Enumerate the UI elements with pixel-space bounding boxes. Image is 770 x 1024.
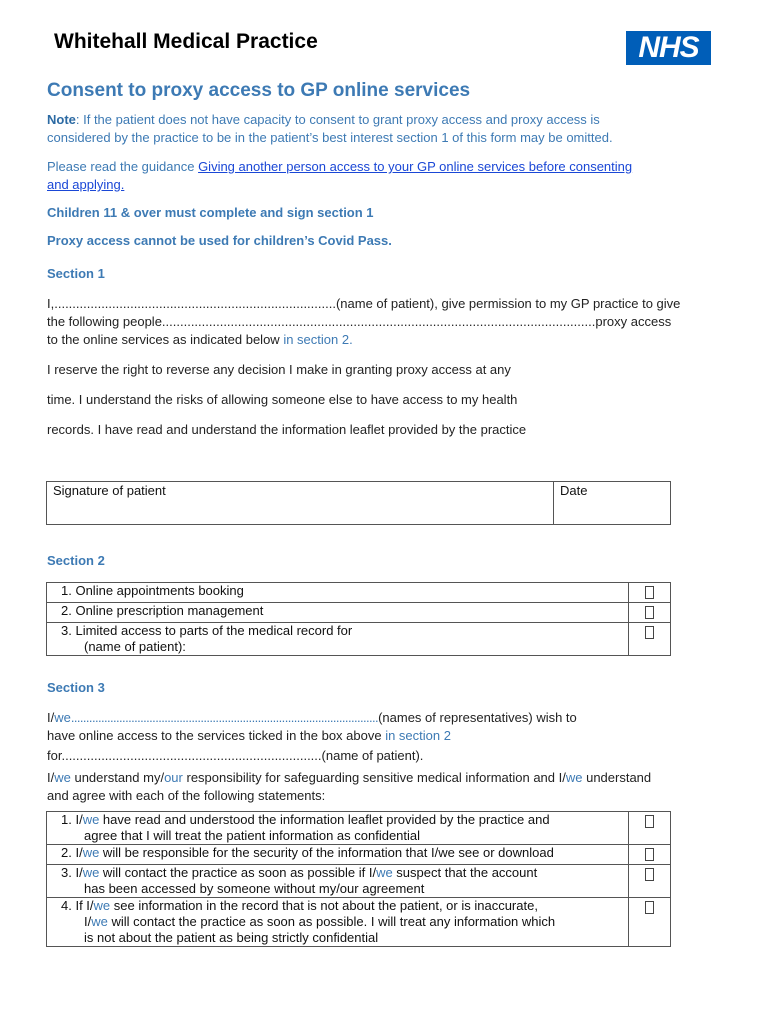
statement-we: we xyxy=(91,914,108,929)
service-label: Online appointments booking xyxy=(75,583,244,598)
statement-checkbox[interactable] xyxy=(629,812,671,845)
statement-text: see information in the record that is not about the patient, or is inaccurate, xyxy=(110,898,538,913)
statements-table xyxy=(46,811,671,947)
service-row xyxy=(47,623,671,656)
representatives-blank[interactable]: ...................................................................................................... xyxy=(70,710,379,725)
checkbox-icon xyxy=(645,848,654,861)
resp-we: we xyxy=(54,770,71,785)
service-label: Online prescription management xyxy=(75,603,264,618)
service-number: 2. xyxy=(61,603,72,618)
statement-cell xyxy=(47,812,629,845)
nhs-logo: NHS xyxy=(626,31,711,65)
statement-we: we xyxy=(376,865,393,880)
resp-text: understand my/ xyxy=(70,770,165,785)
service-number: 1. xyxy=(61,583,72,598)
reserve-line3: records. I have read and understand the information leaflet provided by the practice xyxy=(47,422,527,437)
statement-cell xyxy=(47,865,629,898)
statement-we: we xyxy=(93,898,111,913)
guidance-paragraph xyxy=(47,158,737,194)
statement-text-cont: will contact the practice as soon as possible. I will treat any information which xyxy=(107,914,556,929)
form-title: Consent to proxy access to GP online services xyxy=(47,80,471,101)
note-paragraph xyxy=(47,111,727,147)
signature-label: Signature of patient xyxy=(53,483,166,498)
resp-line2: and agree with each of the following statements: xyxy=(47,788,326,803)
checkbox-icon xyxy=(645,901,654,914)
service-checkbox[interactable] xyxy=(629,603,671,623)
service-label: Limited access to parts of the medical record for xyxy=(75,623,353,638)
checkbox-icon xyxy=(645,606,654,619)
statement-text: will be responsible for the security of the information that I/we see or download xyxy=(99,845,554,860)
patient-name-blank[interactable]: .............................................................................. xyxy=(54,296,336,311)
section1-heading: Section 1 xyxy=(47,266,105,281)
patient-name-line xyxy=(47,747,423,765)
signature-table xyxy=(46,481,671,525)
resp-text: understand xyxy=(582,770,652,785)
statement-text: will contact the practice as soon as possible if I/ xyxy=(99,865,377,880)
s1-line1-start: I, xyxy=(47,296,55,311)
service-cell xyxy=(47,623,629,656)
service-number: 3. xyxy=(61,623,72,638)
practice-name: Whitehall Medical Practice xyxy=(54,30,318,53)
service-cell xyxy=(47,603,629,623)
s3-line1-end: (names of representatives) wish to xyxy=(378,710,577,725)
resp-our: our xyxy=(164,770,183,785)
statement-row xyxy=(47,845,671,865)
statement-checkbox[interactable] xyxy=(629,865,671,898)
service-checkbox[interactable] xyxy=(629,623,671,656)
resp-text: responsibility for safeguarding sensitive medical information and I/ xyxy=(182,770,566,785)
s3-we: we xyxy=(54,710,71,725)
service-row xyxy=(47,583,671,603)
resp-we: we xyxy=(565,770,583,785)
date-field[interactable] xyxy=(554,482,671,525)
guidance-link-line2: and applying. xyxy=(47,177,125,192)
guidance-prefix: Please read the guidance xyxy=(47,159,199,174)
reserve-line2: time. I understand the risks of allowing someone else to have access to my health xyxy=(47,392,518,407)
note-text-line1: : If the patient does not have capacity to consent to grant proxy access and proxy access is xyxy=(75,112,600,127)
statement-text: 3. I/ xyxy=(61,865,83,880)
statement-checkbox[interactable] xyxy=(629,845,671,865)
responsibility-paragraph xyxy=(47,769,747,805)
s1-line2-end: proxy access xyxy=(595,314,672,329)
s3-line1-start: I/ xyxy=(47,710,55,725)
reserve-line1: I reserve the right to reverse any decision I make in granting proxy access at any xyxy=(47,362,511,377)
section2-heading: Section 2 xyxy=(47,553,105,568)
statement-text-cont: has been accessed by someone without my/our agreement xyxy=(84,881,425,896)
note-label: Note xyxy=(47,112,76,127)
signature-field[interactable] xyxy=(47,482,554,525)
section1-consent-paragraph xyxy=(47,295,747,349)
statement-text: 1. I/ xyxy=(61,812,83,827)
service-row xyxy=(47,603,671,623)
statement-row xyxy=(47,812,671,845)
proxy-people-blank[interactable]: ........................................................................................................................ xyxy=(161,314,596,329)
s1-line1-end: (name of patient), give permission to my GP practice to give xyxy=(335,296,681,311)
guidance-link-line1: Giving another person access to your GP online services before consenting xyxy=(198,159,633,174)
services-table xyxy=(46,582,671,656)
service-label-cont: (name of patient): xyxy=(84,639,186,654)
statement-we: we xyxy=(82,865,100,880)
statement-text: 2. I/ xyxy=(61,845,83,860)
statement-we: we xyxy=(82,812,100,827)
statement-text: 4. If I/ xyxy=(61,898,94,913)
statement-text-cont: I/ xyxy=(84,914,92,929)
statement-text-cont: agree that I will treat the patient information as confidential xyxy=(84,828,421,843)
covid-notice: Proxy access cannot be used for children’s Covid Pass. xyxy=(47,233,392,248)
s1-line2-start: the following people xyxy=(47,314,162,329)
section3-representatives-paragraph xyxy=(47,709,747,745)
children-notice: Children 11 & over must complete and sign section 1 xyxy=(47,205,374,220)
s3-section2-ref: in section 2 xyxy=(385,728,451,743)
s3-patient-name-blank[interactable]: ........................................................................ xyxy=(61,748,322,763)
statement-cell xyxy=(47,898,629,947)
s1-section2-ref: in section 2. xyxy=(283,332,353,347)
date-label: Date xyxy=(560,483,588,498)
s3-line3-end: (name of patient). xyxy=(321,748,424,763)
checkbox-icon xyxy=(645,815,654,828)
checkbox-icon xyxy=(645,586,654,599)
statement-row xyxy=(47,898,671,947)
resp-text: I/ xyxy=(47,770,55,785)
s3-line3-start: for xyxy=(47,748,62,763)
statement-checkbox[interactable] xyxy=(629,898,671,947)
section3-heading: Section 3 xyxy=(47,680,105,695)
note-text-line2: considered by the practice to be in the patient’s best interest section 1 of this form may be omitted. xyxy=(47,130,613,145)
statement-text: have read and understood the information leaflet provided by the practice and xyxy=(99,812,550,827)
s1-line3-start: to the online services as indicated below xyxy=(47,332,284,347)
statement-row xyxy=(47,865,671,898)
service-checkbox[interactable] xyxy=(629,583,671,603)
statement-text-cont: is not about the patient as being strictly confidential xyxy=(84,930,379,945)
checkbox-icon xyxy=(645,626,654,639)
statement-we: we xyxy=(82,845,100,860)
statement-cell xyxy=(47,845,629,865)
checkbox-icon xyxy=(645,868,654,881)
s3-line2-start: have online access to the services ticked in the box above xyxy=(47,728,386,743)
service-cell xyxy=(47,583,629,603)
statement-text: suspect that the account xyxy=(392,865,538,880)
